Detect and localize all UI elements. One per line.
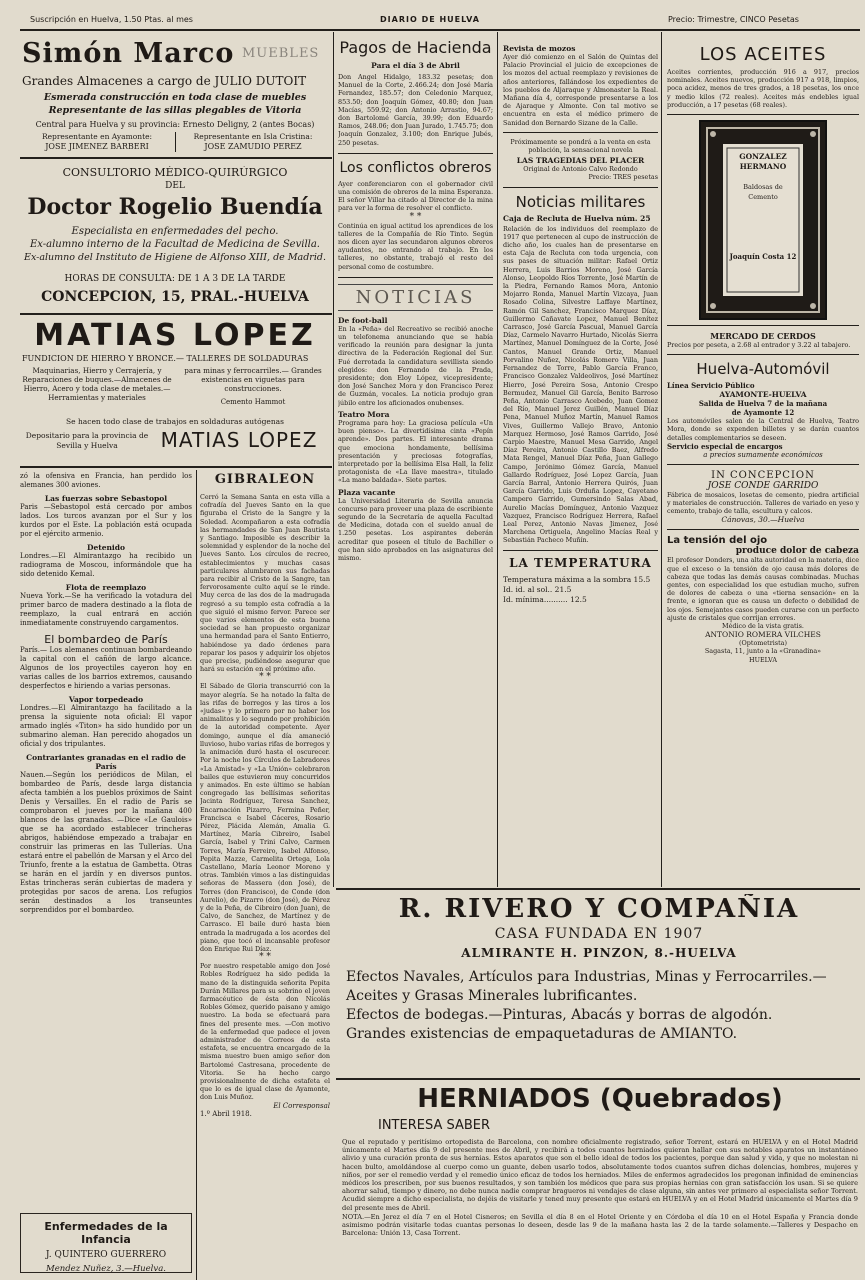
rivero-line-3: Grandes existencias de empaquetaduras de AMIANTO.	[346, 1026, 738, 1042]
section-rule	[667, 529, 859, 530]
matias-soldaduras: Se hacen todo clase de trabajos en soldaduras autógenas	[66, 417, 284, 426]
war-para-3: Nueva York.—Se ha verificado la votadura del primer barco de madera destinado a la flota de reemplazo, la cual entrará en acción inmediatamente construyendo cargamentos.	[20, 592, 192, 627]
temperatura-row-3: Id. mínima.......... 12.5	[503, 594, 587, 604]
auto-line-3: Salida de Huelva 7 de la mañana	[698, 399, 828, 409]
enfermedades-title: Enfermedades de la Infancia	[44, 1220, 168, 1246]
doctor-line3: Ex-alumno del Instituto de Higiene de Alfonso XIII, de Madrid.	[24, 252, 326, 263]
war-para-1: Paris —Sebastopol está cercado por ambos lados. Los turcos avanzan por el Sur y los kurdos por el Este. La población está ocupada por el ejército armenio.	[20, 503, 192, 538]
doctor-line1: Especialista en enfermedades del pecho.	[71, 226, 279, 237]
tile-line-2: HERMANO	[739, 162, 787, 172]
rep-ayamonte-title: Representante en Ayamonte:	[41, 132, 153, 141]
section-rule	[336, 1078, 860, 1080]
simon-marco-ad	[22, 36, 328, 156]
pagos-title: Pagos de Hacienda	[339, 38, 492, 57]
gibraleon-body-2: El Sábado de Gloria transcurrió con la mayor alegría. Se ha notado la falta de las rifas de borregos y las tiros a los «judas» y lo primero por no haber los animalitos y lo segundo por prohibición de la autoridad competente. Ayer domingo, aunque el día amaneció lluvioso, hubo varias rifas de borregos y la animación duró hasta el oscurecer. Por la noche los Círculos de Labradores «La Amistad» y «La Unión» celebraron bailes que estuvieron muy concurridos y animados. En este último se habían congregado las bellísimas señoritas Jacinta Rodríguez, Teresa Sanchez, Encarnación Pizarro, Fermina Peñer, Francisca e Isabel Cáceres, Rosario Pérez, Plácida Alemán, Amalia G. Martínez, María Cibreiro, Isabel García, Isabel y Trini Calvo, Carmen Torres, María Ferreiro, Isabel Alfonso, Pepita Mazze, Carmelita Ortega, Lola Castellano, María Leonor Moreno y otras. También vimos a las distinguidas señoras de Massera (don José), de Torres (don Francisco), de Conde (don Aurelio), de Pizarro (don José), de Pérez y de la Peña, de Cibreiro (don Juan), de Calvo, de Sanchez, de Martínez y de Carrasco. El baile duró hasta bien entrada la madrugada a los acordes del piano, que tocó el incansable profesor don Enrique Rui Díaz.	[200, 682, 330, 953]
section-rule	[667, 325, 859, 326]
divider	[175, 132, 176, 152]
matias-right: para minas y ferrocarriles.— Grandes existencias en viguetas para construcciones.	[184, 366, 322, 393]
herniados-subtitle-row	[342, 1116, 858, 1138]
militares-subtitle: Caja de Recluta de Huelva núm. 25	[503, 213, 651, 223]
matias-line1: FUNDICION DE HIERRO Y BRONCE.— TALLERES DE SOLDADURAS	[22, 354, 309, 363]
auto-line-1: Línea Servicio Público	[667, 381, 755, 391]
masthead-rule	[20, 29, 860, 31]
matias-cement: Cemento Hammot	[220, 398, 286, 406]
revista-book: LAS TRAGEDIAS DEL PLACER	[516, 156, 645, 166]
rivero-line-1: Efectos Navales, Artículos para Industrias, Minas y Ferrocarriles.—Aceites y Grasas Minerales lubrificantes.	[346, 969, 827, 1004]
doctor-address: CONCEPCION, 15, PRAL.-HUELVA	[41, 289, 309, 305]
gibraleon-body-3: Por nuestro respetable amigo don José Robles Rodríguez ha sido pedida la mano de la distinguida señorita Pepita Durán Millares para su sobrino el joven farmacéutico de ésta don Nicolás Robles Gómez, querido paisano y amigo nuestro. La boda se efectuará para fines del presente mes. —Con motivo de la enfermedad que padece el joven administrador de Correos de esta estafeta, se encuentra encargado de la misma nuestro buen amigo señor don Bartolomé Castresana, procedente de Vitoria. Se ha hecho cargo provisionalmente de dicha estafeta el que lo es de igual clase de Ayamonte, don Luis Muñoz.	[200, 962, 330, 1102]
tension-m1: Médico de la vista gratis.	[722, 622, 804, 631]
separator: * *	[259, 952, 271, 963]
tile-line-1: GONZALEZ	[739, 152, 787, 162]
conflictos-body-2: Continúa en igual actitud los aprendices de los talleres de la Compañía de Río Tinto. Según nos dicen ayer las secundaron algunos obreros ayudantes, no entrando al trabajo. En los talleres, no obstante, trabajó el resto del personal como de costumbre.	[338, 221, 493, 271]
temperatura-title: LA TEMPERATURA	[509, 555, 652, 570]
auto-line-4: de Ayamonte 12	[731, 408, 795, 418]
matias-depositario: Depositario para la provincia de Sevilla y Huelva	[25, 431, 149, 450]
tension-m3: (Optometrista)	[739, 639, 787, 648]
concepcion-name: JOSE CONDE GARRIDO	[707, 480, 819, 491]
auto-body: Los automóviles salen de la Central de Huelva, Teatro Mora, donde se expenden billetes y se darán cuantos detalles complementarios se deseen.	[667, 417, 859, 442]
simon-marco-name: Simón Marco	[22, 38, 235, 69]
noticias-body-2: Programa para hoy: La graciosa película «Un buen pienso». La divertidísima cinta «Pepín aprende». Dos partes. El interesante drama que emociona hondamente, bellísima presentación y preciosas fotografías, interpretado por la bellísima Elsa Hall, la feliz protagonista de «La llave maestra», titulado «La mano baldada». Siete partes.	[338, 418, 493, 485]
rep-isla-name: JOSE ZAMUDIO PEREZ	[204, 142, 302, 151]
noticias-body-3: La Universidad Literaria de Sevilla anuncia concurso para proveer una plaza de escribiente segundo de la Secretaría de aquella Facultad de Medicina, dotada con el sueldo anual de 1.250 pesetas. Los aspirantes deberán acreditar que poseen el título de Bachiller o que han sido aprobados en las asignaturas del mismo.	[338, 496, 493, 562]
aceites-title: LOS ACEITES	[699, 44, 827, 65]
doctor-ad	[22, 162, 328, 312]
war-news-column	[20, 472, 192, 1212]
separator: * *	[409, 211, 422, 222]
rep-isla-title: Representante en Isla Cristina:	[193, 132, 313, 141]
tension-m4: Sagasta, 11, junto a la «Granadina»	[704, 647, 822, 656]
section-rule	[20, 313, 332, 315]
section-rule	[338, 277, 493, 278]
section-rule	[20, 466, 332, 468]
rep-ayamonte-name: JOSE JIMENEZ BARBERI	[45, 142, 149, 151]
concepcion-title: IN CONCEPCION	[711, 469, 815, 481]
section-rule	[503, 550, 658, 551]
tension-m5: HUELVA	[749, 655, 777, 664]
rivero-address: ALMIRANTE H. PINZON, 8.-HUELVA	[461, 946, 737, 960]
revista-body: Ayer dió comienzo en el Salón de Quintas del Palacio Provincial el juicio de excepciones de los mozos del actual reemplazo y revisiones de años anteriores, fallándose los expedientes de los pueblos de Aljaraque y Almonaster la Real. Mañana día 4, corresponde presentarse a los de Ajaraque y Almonte. Con tal motivo se encuentra en esta el médico primero de Sanidad don Bernardo Sizane de la Calle.	[503, 53, 658, 127]
war-para-5: Londres.—El Almirantazgo ha facilitado a la prensa la siguiente nota oficial: El vapor armado inglés «Titon» ha sido hundido por un submarino aleman. Han perecido ahogados un oficial y dos tripulantes.	[20, 704, 192, 748]
tile-line-4: Joaquín Costa 12	[729, 252, 797, 262]
column-rule	[661, 32, 662, 887]
militares-body: Relación de los individuos del reemplazo de 1917 que pertenecen al cupo de instrucción de dicho año, los cuales han de presentarse en esta Caja de Recluta con toda urgencia, con sus pases de situación militar: Rafael Ortiz Herrera, Luis Barrios Moreno, José García Alonso, Leopoldo Ríos Torrente, José Martín de la Piedra, Fernando Ramos Mora, Antonio Mojarro Ronda, Manuel Martín Vizcaya, Juan Rosado Colina, Silvestre Laffaye Martínez, Ramón Gil Sanchez, Francisco Marquez Díaz, Guillermo Cañavate Lopez, Manuel Benítez Carrasco, José García Pascual, Manuel García Díaz, Carmelo Navarro Hurtado, Nicolás Sierra Martínez, Manuel Domínguez de la Corte, José Cantos, Manuel Grande Ortiz, Manuel Porvalino Nuñez, Nicolás Romero Villa, Juan Fernandez de Torre, Pablo García Franco, Francisco Gonzalez Valdeolivos, José Martínez Hierro, José Pereira Sosa, Antonio Crespo Bermudez, Manuel Gil García, Benito Barroso Peña, Antonio Carrasco Acebedo, Juan Gomez del Río, Manuel Jerez Guillén, Manuel Díaz Pena, Manuel Muñoz Martín, Manuel Ramos Vives, Guillermo Vallejo Bravo, Antonio Marquez Hermoso, José Ramos Garrido, José Carpio Maestre, Manuel Mesa Garrido, Angel Díaz Pereira, Antonio Castillo Baez, Alfredo Mata Rengel, Manuel Díaz Peña, Juan Gallego Campo, Jerónimo Gómez García, Manuel Gallardo Rodríguez, José Lopez García, Juan García Barral, Antonio Herrera Quirós, Juan García Garrido, Luis Orduña Lopez, Cayetano Campero Garrido, Gumersindo Salas Abad, Aurelio Macías Domínguez, Antonio Vazquez Vazquez, Francisco Rodríguez Herrera, Rafael Leal Perez, Antonio Navas Jimenez, José Marchena Ortiguela, Angelino Macías Real y Sebastián Pacheco Muñín.	[503, 224, 658, 545]
section-rule	[338, 153, 493, 154]
enfermedades-name: J. QUINTERO GUERRERO	[45, 1250, 167, 1260]
simon-line5: Central para Huelva y su provincia: Ernesto Deligny, 2 (antes Bocas)	[35, 120, 315, 129]
cerdos-title: MERCADO DE CERDOS	[710, 331, 816, 342]
section-rule	[336, 888, 860, 890]
war-heading-6: Contrariantes granadas en el radio de París	[26, 753, 186, 771]
auto-title: Huelva-Automóvil	[696, 360, 830, 379]
revista-notice: Próximamente se pondrá a la venta en esta población, la sensacional novela	[510, 137, 651, 155]
concepcion-body: Fábrica de mosaicos, losetas de cemento, piedra artificial y materiales de construcción. Talleres de variado en yeso y cemento, trabajo de talla, escultura y calcos.	[667, 490, 859, 516]
war-para-4: París.— Los alemanes continuan bombardeando la capital con el cañón de largo alcance. Algunos de los proyectiles cayeron hoy en varias calles de los barrios extremos, causando desperfectos e hiriendo a varias personas.	[20, 646, 192, 690]
section-rule	[667, 354, 859, 355]
tile-line-3: Baldosas de Cemento	[743, 183, 783, 202]
revista-price: Precio: TRES pesetas	[588, 173, 658, 182]
column-2	[338, 38, 493, 883]
rivero-line-2: Efectos de bodegas.—Pinturas, Abacás y borras de algodón.	[346, 1007, 773, 1023]
revista-title: Revista de mozos	[503, 44, 576, 53]
gibraleon-date: 1.º Abril 1918.	[200, 1109, 252, 1118]
section-rule	[503, 187, 658, 188]
rivero-ad	[340, 894, 858, 1074]
rivero-name: R. RIVERO Y COMPAÑIA	[398, 894, 800, 924]
war-intro: zó la ofensiva en Francia, han perdido los alemanes 300 aviones.	[20, 472, 192, 489]
column-rule	[333, 32, 334, 887]
herniados-subtitle: INTERESA SABER	[378, 1118, 491, 1133]
simon-line4: Representante de las sillas plegables de Vitoria	[48, 105, 302, 116]
masthead-right: Precio: Trimestre, CINCO Pesetas	[668, 15, 799, 24]
doctor-heading: CONSULTORIO MÉDICO-QUIRÚRGICO	[62, 166, 288, 179]
auto-economicos: a precios sumamente económicos	[703, 450, 823, 459]
section-rule	[667, 114, 859, 115]
pagos-subtitle: Para el día 3 de Abril	[371, 61, 460, 70]
matias-name-2: MATIAS LOPEZ	[160, 428, 318, 452]
herniados-title: HERNIADOS (Quebrados)	[417, 1084, 783, 1114]
gibraleon-title: GIBRALEON	[214, 472, 316, 487]
noticias-heading-3: Plaza vacante	[338, 487, 396, 497]
conflictos-body-1: Ayer conferenciaron con el gobernador civil una comisión de obreros de la mina Esperanza. El señor Villar ha citado al Director de la mina para ver la forma de resolver el conflicto.	[338, 179, 493, 213]
war-heading-4: El bombardeo de París	[44, 633, 168, 646]
herniados-body: Que el reputado y peritísimo ortopedista de Barcelona, con nombre oficialmente registrado, señor Torrent, estará en HUELVA y en el Hotel Madrid únicamente el Martes día 9 del presente mes de Abril, y recibirá a todos cuantos herniados quieran hallar con sus notables aparatos un instantáneo alivio y una curación pronta de sus hernias. Estos aparatos que son el bello ideal de todos los pacientes, porque dan salud y vida, y que no molestan ni hacen bulto, amoldándose al cuerpo como un guante, deben usarlo todos, absolutamente todos cuantos sufren dichas dolencias, hombres, mujeres y niños, por ser el remedio verdad y el remedio único eficaz de todos los herniados. Miles de enfermos agradecidos los pregonan infinidad de eminencias médicos los prescriben, por sus buenos resultados, y son también los médicos que para sus propias hernias con gran satisfacción los usan. Si se quiere ahorrar salud, tiempo y dinero, no debe nunca nadie comprar bragueros ni vendajes de clase alguna, sin antes ver primero al especialista señor Torrent. Acudid siempre a dicho especialista, no dejéis de visitarle y tened muy presente que estará en HUELVA y en el Hotel Madrid únicamente el Martes día 9 del presente mes de Abril.	[342, 1138, 858, 1212]
doctor-name: Doctor Rogelio Buendía	[27, 194, 323, 220]
section-rule	[503, 132, 658, 133]
pagos-body: Don Angel Hidalgo, 183.32 pesetas; don Manuel de la Corte, 2.466.24; don José María Fernandez, 185.57; don Celedonio Marquez, 853.50; don Joaquín Gómez, 40.80; don Juan Macías, 559.92; don Antonio Arrastio, 94.67; don Bartolomé García, 39.99; don Eduardo Ramos, 248.06; don Juan Jurado, 1.745.75; don Joaquín Gonzalez, 3.100; don Enrique Jubés, 250 pesetas.	[338, 73, 493, 147]
column-3	[503, 44, 658, 884]
masthead-title: DIARIO DE HUELVA	[380, 15, 480, 24]
war-para-2: Londres.—El Almirantazgo ha recibido un radiograma de Moscou, informándole que ha sido detenido Kemal.	[20, 552, 192, 578]
simon-line3: Esmerada construcción en toda clase de muebles	[43, 92, 307, 103]
cerdos-body: Precios por peseta, a 2.68 al entrador y 3.22 al tabajero.	[667, 341, 851, 350]
gibraleon-column	[200, 472, 330, 1278]
doctor-hours: HORAS DE CONSULTA: DE 1 A 3 DE LA TARDE	[64, 274, 286, 284]
herniados-nota: NOTA.—En Jerez el día 7 en el Hotel Cisneros; en Sevilla el día 8 en el Hotel Oriente y en Córdoba el día 10 en el Hotel España y Francia donde asimismo podrán visitarle todas cuantas personas lo deseen, desde las 9 de la mañana hasta las 2 de la tarde solamente.—Talleres y Despacho en Barcelona: Unión 13, Casa Torrent.	[342, 1212, 858, 1238]
temperatura-row-1: Temperatura máxima a la sombra 15.5	[503, 574, 651, 584]
concepcion-address: Cánovas, 30.—Huelva	[721, 515, 805, 525]
separator: * *	[259, 672, 271, 683]
muebles-label: MUEBLES	[242, 46, 320, 61]
gibraleon-body-1: Cerró la Semana Santa en esta villa a cofradía del Jueves Santo en la que figuraba el Cristo de la Sangre y la Soledad. Acompañaron a esta cofradía las hermandades de San Juan Bautista y Santiago. Imposible es describir la solemnidad y esplendor de la noche del Jueves Santo. Los círculos de recreo, establecimientos y muchas casas particulares alumbraron sus fachadas para recibir al Cristo de la Sangre, tan fervorosamente culto aquí se le rinde. Muy cerca de las dos de la madrugada regresó a su templo esta cofradía a la que siguió el mismo fervor. Parece ser que varios elementos de esta buena sociedad se han propuesto organizar una hermandad para el Santo Entierro, habiéndose ya dado órdenes para reparar los pasos y adquirir los objetos que precise, pudiéndose asegurar que hará su estación en el próximo año.	[200, 493, 330, 674]
section-rule	[20, 157, 332, 159]
masthead-left: Suscripción en Huelva, 1.50 Ptas. al mes	[30, 15, 193, 24]
tension-subtitle: produce dolor de cabeza	[735, 546, 859, 557]
column-rule	[196, 470, 197, 1280]
auto-line-2: AYAMONTE-HUELVA	[719, 390, 807, 400]
rivero-since: CASA FUNDADA EN 1907	[494, 926, 704, 942]
noticias-heading-2: Teatro Mora	[338, 409, 390, 419]
doctor-del: DEL	[165, 181, 185, 191]
enfermedades-address: Mendez Nuñez, 3.—Huelva.	[46, 1264, 166, 1273]
temperatura-row-2: Id. id. al sol.. 21.5	[503, 584, 572, 594]
auto-servicio: Servicio especial de encargos	[667, 441, 783, 451]
revista-author: Original de Antonio Calvo Redondo	[523, 165, 638, 174]
simon-line2: Grandes Almacenes a cargo de JULIO DUTOIT	[22, 74, 307, 88]
gibraleon-signature: El Corresponsal	[273, 1101, 330, 1110]
noticias-heading-1: De foot-ball	[338, 315, 388, 325]
tension-title: La tensión del ojo	[667, 535, 768, 547]
tension-m2: ANTONIO ROMERA VILCHES	[705, 630, 821, 640]
conflictos-title: Los conflictos obreros	[339, 159, 492, 176]
section-rule	[667, 464, 859, 465]
baldosas-tile-ad	[699, 120, 827, 320]
noticias-title: NOTICIAS	[338, 284, 493, 311]
war-heading-1: Las fuerzas sobre Sebastopol	[44, 494, 168, 503]
war-heading-3: Flota de reemplazo	[65, 583, 147, 592]
matias-left: Maquinarias, Hierro y Cerrajería, y Reparaciones de buques.—Almacenes de Hierro, Acero y toda clase de metales.— Herramientas y materiales	[22, 366, 172, 402]
column-4	[667, 44, 859, 886]
herniados-ad	[342, 1084, 858, 1276]
militares-title: Noticias militares	[515, 192, 646, 211]
matias-lopez-ad	[22, 318, 328, 463]
war-para-6: Nauen.—Según los periódicos de Milan, el bombardeo de París, desde larga distancia afecta también a los pueblos próximos de Saint Denis y Versailles. En el radio de París se comprobaron el jueves por la mañana 400 blancos de las granadas. —Dice «Le Gaulois» que se ha acordado establecer trincheras abrigos, habiéndose empezado a trabajar en construir las primeras en las Tullerías. Una estará entre el pabellón de Marsan y el Arco del Triunfo, frente a la estatua de Gambetta. Otras se harán en el jardín y en diversos puntos. Estas trincheras serán cubiertas de madera y protegidas por sacos de arena. Los refugios serán destinados a los transeuntes sorprendidos por el bombardeo.	[20, 771, 192, 914]
war-heading-5: Vapor torpedeado	[68, 695, 144, 704]
war-heading-2: Detenido	[86, 543, 126, 552]
matias-name: MATIAS LOPEZ	[34, 318, 316, 352]
doctor-line2: Ex-alumno interno de la Facultad de Medicina de Sevilla.	[29, 239, 320, 250]
noticias-body-1: En la «Peña» del Recreativo se recibió anoche un telefonema anunciando que se había verificado la reunión para designar la junta directiva de la Federación Regional del Sur. Fué derrotada la candidatura sevillista siendo elegidos: don Fernando de la Prada, presidente; don Eloy López, vicepresidente; don José Sanchez Mora y don Francisco Perez de Guzmán, vocales. La noticia produjo gran júbilo entre los aficionados onubenses.	[338, 324, 493, 407]
aceites-body: Aceites corrientes, producción 916 a 917, precios nominales. Aceites nuevos, producción 917 a 918, limpios, poca acidez, menos de tres grados, a 18 pesetas, los once y medio kilos (72 reales). Aceites más endebles igual producción, a 17 pesetas (68 reales).	[667, 68, 859, 109]
column-rule	[497, 32, 498, 887]
enfermedades-ad	[20, 1213, 192, 1273]
tension-body: El profesor Donders, una alta autoridad en la materia, dice que el exceso o la tensión de ojo causa más dolores de cabeza que todas las demás causas combinadas. Muchas gentes, con especialidad los que estudian mucho, sufren de dolores de cabeza o una «tierna sensación» en la frente, e ignoran que es causa un defecto o debilidad de los ojos. Semejantes casos pueden curarse con un perfecto ajuste de cristales que corrijan errores.	[667, 556, 859, 622]
